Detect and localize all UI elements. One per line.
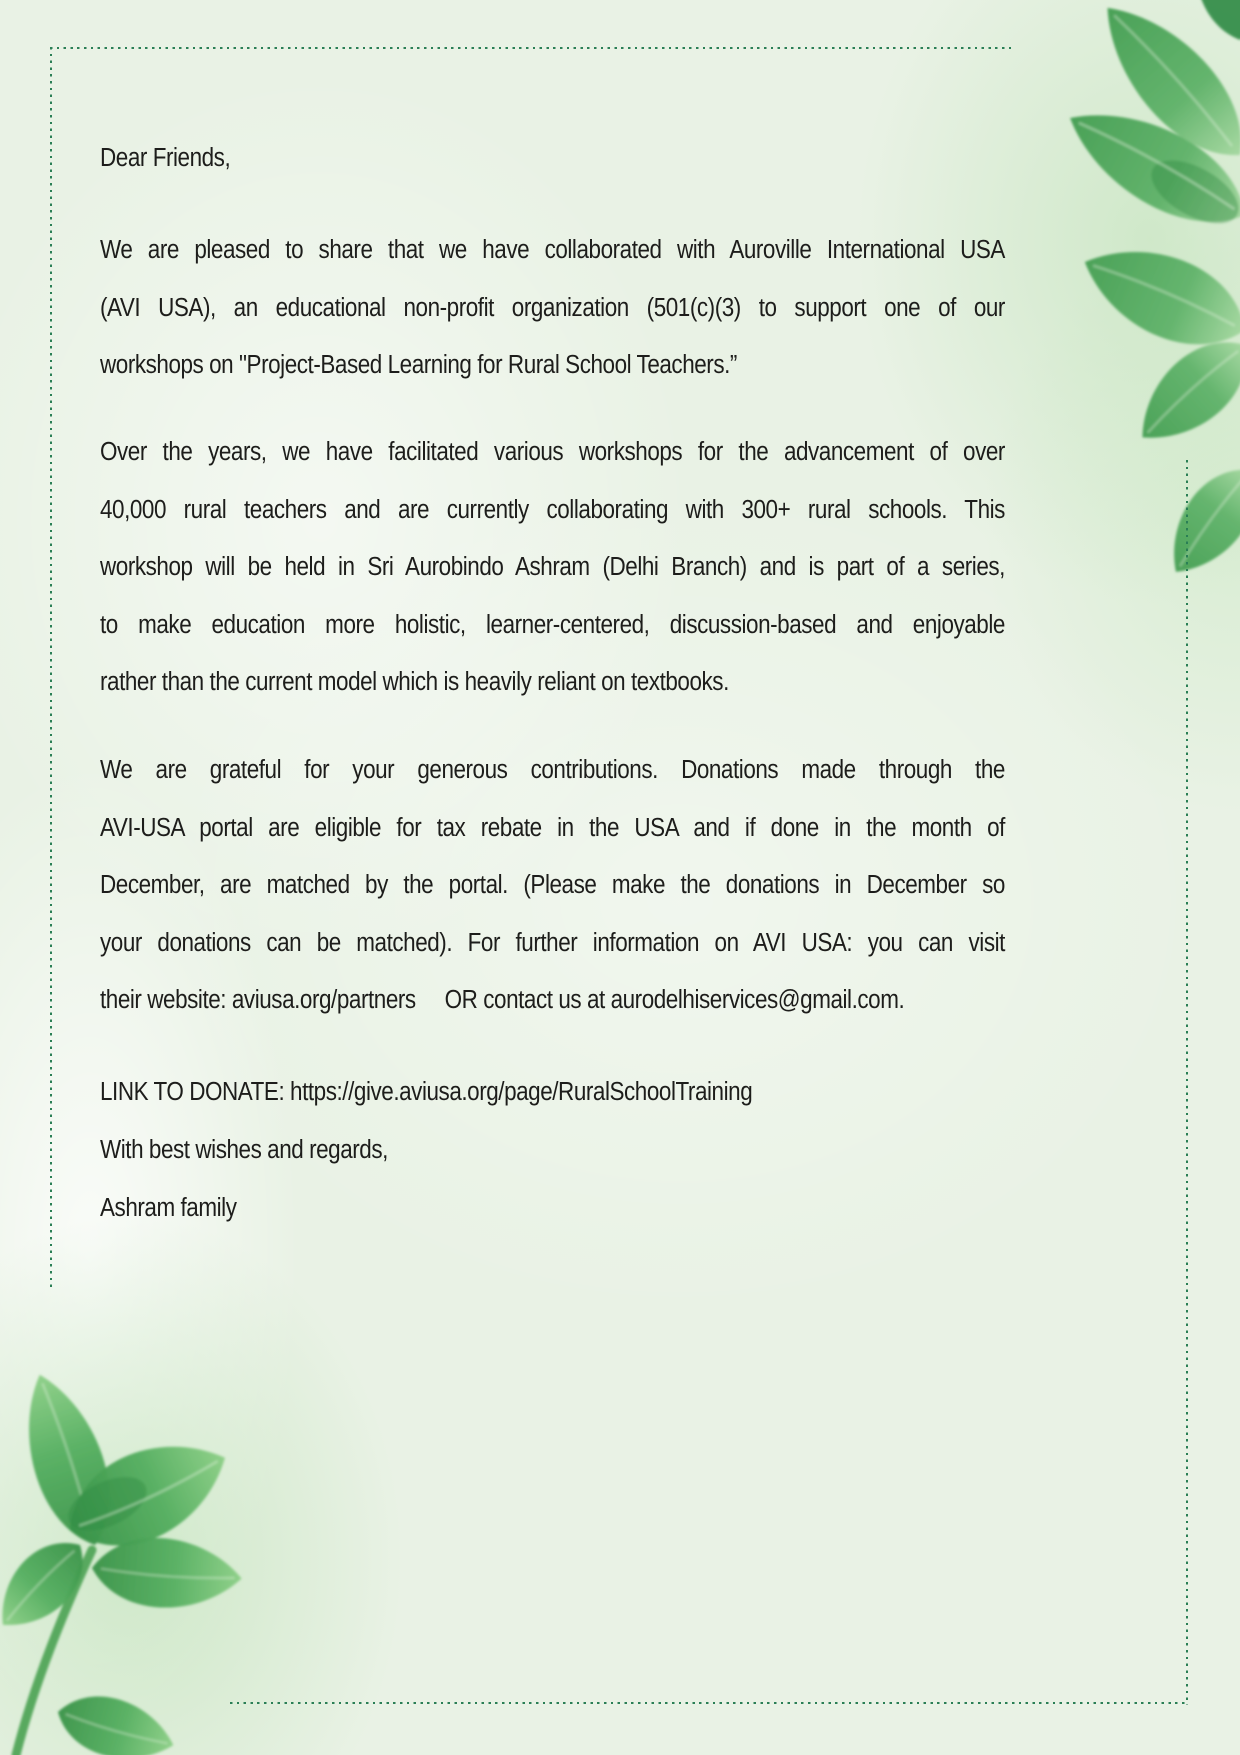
leaf-icon xyxy=(1184,0,1240,46)
text-line: With best wishes and regards, xyxy=(100,1136,388,1164)
letter-body xyxy=(100,0,1005,1755)
dotted-border-left xyxy=(50,47,52,1290)
text-line: We are grateful for your generous contributions. Donations made through the xyxy=(100,756,1005,784)
paragraph-donations xyxy=(100,742,1005,1030)
donate-url-link[interactable]: https://give.aviusa.org/page/RuralSchoolTraining xyxy=(290,1078,753,1106)
leaf-group xyxy=(1052,0,1240,580)
text-line: Over the years, we have facilitated various workshops for the advancement of over xyxy=(100,438,1005,466)
dotted-border-right xyxy=(1186,460,1188,1705)
donate-label: LINK TO DONATE: xyxy=(100,1078,291,1106)
text-line: December, are matched by the portal. (Please make the donations in December so xyxy=(100,871,1005,899)
signature-line xyxy=(100,1180,1005,1238)
text-line: (AVI USA), an educational non-profit organization (501(c)(3) to support one of our xyxy=(100,293,1005,322)
text-line: workshops on "Project-Based Learning for Rural School Teachers.” xyxy=(100,351,737,379)
text-line: We are pleased to share that we have collaborated with Auroville International USA xyxy=(100,236,1005,264)
paragraph-collaboration xyxy=(100,222,1005,395)
text-line: 40,000 rural teachers and are currently collaborating with 300+ rural schools. This xyxy=(100,495,1005,524)
text-line: to make education more holistic, learner-centered, discussion-based and enjoyable xyxy=(100,610,1005,639)
leaf-icon xyxy=(1151,452,1240,580)
donate-line xyxy=(100,1064,1005,1122)
text-line: rather than the current model which is heavily reliant on textbooks. xyxy=(100,668,729,696)
text-line: Dear Friends, xyxy=(100,144,231,172)
text-line: their website: aviusa.org/partners OR contact us at aurodelhiservices@gmail.com. xyxy=(100,986,905,1014)
text-line: Ashram family xyxy=(100,1194,237,1222)
closing-line xyxy=(100,1122,1005,1180)
text-line: your donations can be matched). For further information on AVI USA: you can visit xyxy=(100,928,1005,957)
text-line: AVI-USA portal are eligible for tax rebate in the USA and if done in the month of xyxy=(100,813,1005,842)
greeting xyxy=(100,130,1005,188)
paragraph-workshops xyxy=(100,424,1005,712)
text-line: workshop will be held in Sri Aurobindo Ashram (Delhi Branch) and is part of a series, xyxy=(100,553,1005,581)
leaf-icon xyxy=(0,1525,101,1645)
